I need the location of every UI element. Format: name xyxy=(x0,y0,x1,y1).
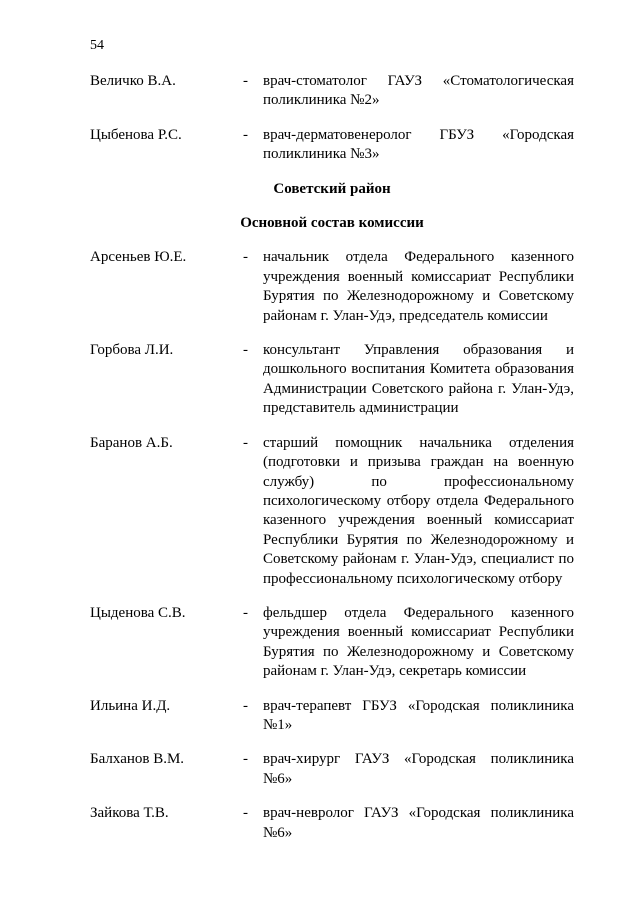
member-position: врач-дерматовенеролог ГБУЗ «Городская поликлиника №3» xyxy=(263,126,574,163)
dash-separator: - xyxy=(243,126,248,143)
member-position: консультант Управления образования и дошкольного воспитания Комитета образования Администрации Советского района г. Улан-Удэ, представитель администрации xyxy=(263,342,574,417)
dash-separator: - xyxy=(243,751,248,768)
district-heading: Советский район xyxy=(273,180,391,197)
list-item xyxy=(90,126,574,165)
list-item xyxy=(90,72,574,111)
member-position: врач-хирург ГАУЗ «Городская поликлиника №6» xyxy=(263,751,574,787)
list-item xyxy=(90,750,574,789)
dash-separator: - xyxy=(243,249,248,266)
member-position: начальник отдела Федерального казенного учреждения военный комиссариат Республики Бурятия по Железнодорожному и Советскому районам г. Улан-Удэ, председатель комиссии xyxy=(263,249,574,324)
dash-separator: - xyxy=(243,434,248,451)
member-name: Величко В.А. xyxy=(90,73,176,89)
dash-separator: - xyxy=(243,73,248,89)
dash-separator: - xyxy=(243,805,248,822)
list-item xyxy=(90,604,574,682)
member-name: Горбова Л.И. xyxy=(90,342,174,359)
member-name: Арсеньев Ю.Е. xyxy=(90,249,187,266)
document-body xyxy=(90,72,574,843)
dash-separator: - xyxy=(243,604,248,621)
member-name: Балханов В.М. xyxy=(90,751,185,768)
member-position: врач-терапевт ГБУЗ «Городская поликлиника №1» xyxy=(263,697,574,733)
list-item xyxy=(90,804,574,843)
member-position: старший помощник начальника отделения (подготовки и призыва граждан на военную службу) по профессиональному психологическому отбору отдела Федерального казенного учреждения военный комиссариат Республики Бурятия по Железнодорожному и Советскому районам г. Улан-Удэ, специалист по профессиональному психологическому отбору xyxy=(263,434,574,587)
committee-heading: Основной состав комиссии xyxy=(240,215,424,232)
list-item xyxy=(90,248,574,326)
member-position: врач-невролог ГАУЗ «Городская поликлиника №6» xyxy=(263,805,574,841)
member-name: Ильина И.Д. xyxy=(90,697,171,714)
member-name: Цыденова С.В. xyxy=(90,604,186,621)
dash-separator: - xyxy=(243,342,248,359)
member-position: фельдшер отдела Федерального казенного учреждения военный комиссариат Республики Бурятия по Железнодорожному и Советскому районам г. Улан-Удэ, секретарь комиссии xyxy=(263,604,574,680)
list-item xyxy=(90,434,574,589)
dash-separator: - xyxy=(243,697,248,714)
page-number: 54 xyxy=(90,38,104,53)
member-name: Баранов А.Б. xyxy=(90,434,173,451)
list-item xyxy=(90,697,574,736)
list-item xyxy=(90,341,574,419)
member-name: Зайкова Т.В. xyxy=(90,805,169,822)
member-position: врач-стоматолог ГАУЗ «Стоматологическая поликлиника №2» xyxy=(263,73,574,109)
member-name: Цыбенова Р.С. xyxy=(90,126,182,143)
